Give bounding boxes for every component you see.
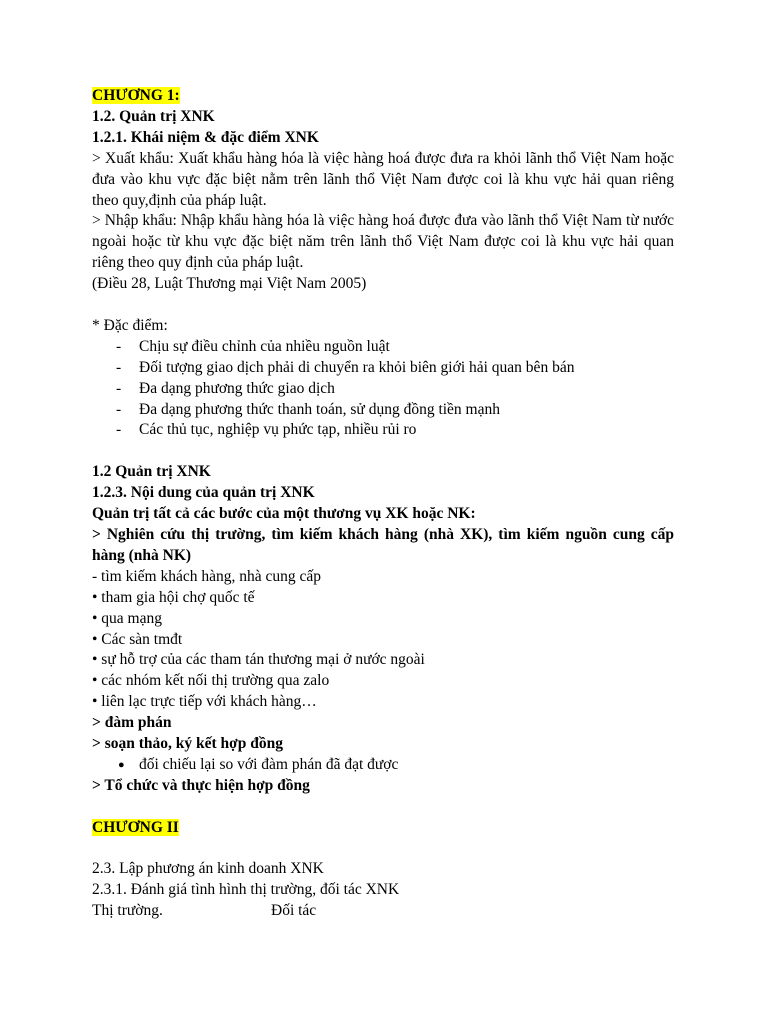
- dash-marker: -: [116, 358, 122, 376]
- channel-item: • các nhóm kết nối thị trường qua zalo: [92, 672, 330, 690]
- feature-item: [92, 420, 674, 441]
- drafting-note-item: [92, 755, 674, 776]
- feature-text: Các thủ tục, nghiệp vụ phức tạp, nhiều rủi ro: [139, 421, 417, 439]
- blank-line: [92, 839, 674, 860]
- feature-text: Đối tượng giao dịch phải di chuyển ra khỏi biên giới hải quan bên bán: [139, 358, 575, 376]
- section-2-3-heading: 2.3. Lập phương án kinh doanh XNK: [92, 860, 324, 878]
- chapter-2-heading-line: [92, 818, 674, 839]
- chapter-1-heading: CHƯƠNG 1:: [92, 87, 180, 104]
- feature-text: Đa dạng phương thức giao dịch: [139, 379, 335, 397]
- section-1-2-repeat-heading: 1.2 Quản trị XNK: [92, 463, 211, 481]
- feature-item: [92, 379, 674, 400]
- market-column-label: Thị trường.: [92, 902, 163, 920]
- legal-citation: (Điều 28, Luật Thương mại Việt Nam 2005): [92, 275, 367, 293]
- drafting-step: > soạn thảo, ký kết hợp đồng: [92, 735, 283, 753]
- drafting-note: đối chiếu lại so với đàm phán đã đạt được: [139, 755, 399, 773]
- market-research-step: > Nghiên cứu thị trường, tìm kiếm khách hàng (nhà XK), tìm kiếm nguồn cung cấp hàng (nhà NK): [92, 526, 674, 564]
- execution-step: > Tổ chức và thực hiện hợp đồng: [92, 776, 310, 794]
- market-partner-row: [92, 901, 674, 922]
- feature-item: [92, 337, 674, 358]
- subsection-1-2-1-heading: 1.2.1. Khái niệm & đặc điểm XNK: [92, 128, 319, 146]
- document-body: [92, 86, 674, 922]
- feature-item: [92, 400, 674, 421]
- chapter-1-heading-line: [92, 86, 674, 107]
- export-definition: > Xuất khẩu: Xuất khẩu hàng hóa là việc hàng hoá được đưa ra khỏi lãnh thổ Việt Nam hoặc đưa vào khu vực đặc biệt nằm trên lãnh thổ Việt Nam được coi là khu vực hải quan riêng theo quy,định của pháp luật.: [92, 149, 674, 209]
- bullet-marker: ●: [118, 758, 125, 771]
- dash-marker: -: [116, 379, 122, 397]
- feature-text: Chịu sự điều chỉnh của nhiều nguồn luật: [139, 337, 390, 355]
- subsection-2-3-1-heading: 2.3.1. Đánh giá tình hình thị trường, đối tác XNK: [92, 881, 400, 899]
- management-scope: Quản trị tất cả các bước của một thương vụ XK hoặc NK:: [92, 505, 476, 523]
- feature-text: Đa dạng phương thức thanh toán, sử dụng đồng tiền mạnh: [139, 400, 500, 418]
- chapter-2-heading: CHƯƠNG II: [92, 818, 179, 836]
- feature-item: [92, 358, 674, 379]
- channel-item: • tham gia hội chợ quốc tế: [92, 588, 255, 606]
- channel-item: • sự hỗ trợ của các tham tán thương mại ở nước ngoài: [92, 651, 425, 669]
- subsection-1-2-3-heading: 1.2.3. Nội dung của quản trị XNK: [92, 484, 315, 502]
- channel-item: • liên lạc trực tiếp với khách hàng…: [92, 693, 317, 711]
- blank-line: [92, 441, 674, 462]
- blank-line: [92, 797, 674, 818]
- import-definition: > Nhập khẩu: Nhập khẩu hàng hóa là việc hàng hoá được đưa vào lãnh thổ Việt Nam từ nước ngoài hoặc từ khu vực đặc biệt năm trên lãnh thổ Việt Nam được coi là khu vực hải quan riêng theo quy định của pháp luật.: [92, 212, 674, 272]
- negotiation-step: > đàm phán: [92, 714, 172, 732]
- partner-column-label: Đối tác: [271, 902, 317, 920]
- dash-marker: -: [116, 400, 122, 418]
- search-line: - tìm kiếm khách hàng, nhà cung cấp: [92, 567, 321, 585]
- dash-marker: -: [116, 337, 122, 355]
- section-1-2-heading: 1.2. Quản trị XNK: [92, 107, 215, 125]
- blank-line: [92, 295, 674, 316]
- dash-marker: -: [116, 421, 122, 439]
- channel-item: • Các sàn tmđt: [92, 630, 183, 648]
- features-title: * Đặc điểm:: [92, 316, 168, 334]
- channel-item: • qua mạng: [92, 609, 162, 627]
